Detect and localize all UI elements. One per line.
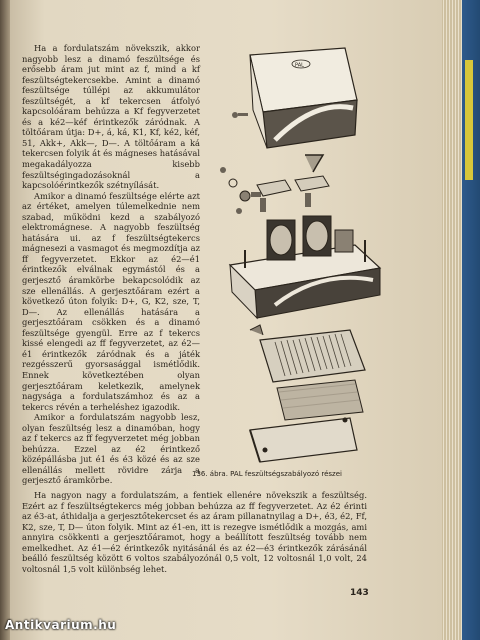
paragraph: Amikor a fordulatszám nagyobb lesz, olyan feszültség lesz a dinamóban, hogy az f tekercs az ff fegyverzetet még jobban behúzza. Ezzel az é2 érintkező középállásba jut é1 és é3 közé és az sze ellenállás mellett rövidre zárja a gerjesztő áramkörbe. (22, 412, 200, 486)
insulation-sheet-drawing (277, 380, 363, 420)
left-column-text (22, 43, 200, 486)
resistor-plate-drawing (250, 325, 365, 382)
contact-plates-drawing (257, 176, 329, 212)
paragraph: Amikor a dinamó feszültsége elérte azt az értéket, amelyen túlemelkednie nem szabad, működni kezd a szabályozó elektromágnese. A nagyobb feszültség hatására ui. az f feszültségtekercs mágnesezi a vasmagot és megmozdítja az ff fegyverzetet. Ekkor az é2—é1 érintkezők elválnak egymástól és a gerjesztő áramkörbe bekapcsolódik az sze ellenállás. A gerjesztőáram ezért a következő úton folyik: D+, G, K2, sze, T, D—. Az ellenállás hatására a gerjesztőáram csökken és a dinamó feszültsége gyengül. Erre az f tekercs kissé elengedi az ff fegyverzetet, az é2—é1 érintkezők záródnak és a játék rezgésszerű gyorsasággal ismétlődik. Ennek következtében olyan gerjesztőáram keletkezik, amelynek nagysága a fordulatszámhoz és az a tekercs révén a terheléshez igazodik. (22, 190, 200, 412)
page-number: 143 (350, 588, 369, 598)
cover-stripe (465, 60, 473, 180)
cover-logo-text: PAL (295, 62, 304, 69)
paragraph: Ha a fordulatszám növekszik, akkor nagyobb lesz a dinamó feszültsége és erősebb áram jut mint az f, mind a kf feszültségtekercsekbe. Amint a dinamó feszültsége túllépi az akkumulátor feszültségét, a kf tekercsen átfolyó kapcsolóáram behúzza a Kf fegyverzetet és a ké2—kéf érintkezők záródnak. A töltőáram útja: D+, á, ká, K1, Kf, ké2, kéf, 51, Akk+, Akk—, D—. A töltőáram a ká tekercsen folyik át és mágneses hatásával megakadályozza kisebb feszültségingadozásoknál a kapcsolóérintkezők szétnyílását. (22, 43, 200, 191)
base-with-coils-drawing (230, 216, 380, 318)
regulator-parts-illustration (205, 40, 435, 470)
paragraph: Ha nagyon nagy a fordulatszám, a fentiek ellenére növekszik a feszültség. Ezért az f feszültségtekercs még jobban behúzza az ff fegyverzetet. Az é2 érinti az é3-at, áthidalja a gerjesztőtekercset és az áram pillanatnyilag a D+, é3, é2, Ff, K2, sze, T, D— úton folyik. Mint az é1-en, itt is rezegve ismétlődik a mozgás, ami annyira csökkenti a gerjesztőáramot, hogy a beállított feszültség tovább nem emelkedhet. Az é1—é2 érintkezők nyitásánál és az é2—é3 érintkezők zárásánál beálló feszültség között 6 voltos szabályozónál 0,5 volt, 12 voltosnál 1,0 volt, 24 voltosnál 1,5 volt különbség lehet. (22, 490, 367, 574)
bottom-paragraph (22, 490, 367, 574)
watermark-text: Antikvarium.hu (5, 618, 117, 632)
book-cover-edge (462, 0, 480, 640)
regulator-cover-drawing (250, 48, 357, 148)
figure-caption: 136. ábra. PAL feszültségszabályozó részei (192, 470, 342, 478)
bottom-plate-drawing (250, 418, 357, 463)
